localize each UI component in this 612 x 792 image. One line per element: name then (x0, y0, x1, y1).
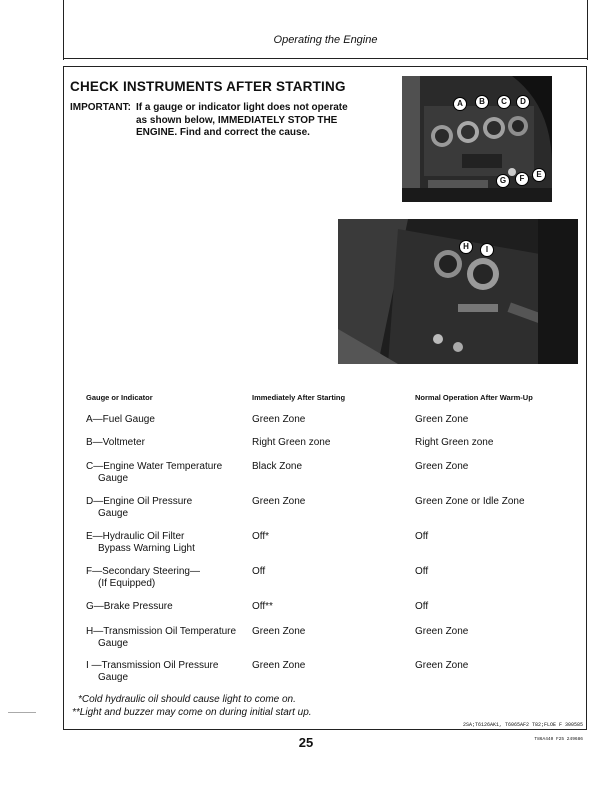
document-code-1: 2SA;T6126AK1, T6065AF2 T82;FLOE F 300585 (462, 722, 583, 728)
callout-b: B (475, 95, 489, 109)
gauge-name-cont: Gauge (98, 638, 129, 649)
gauge-name: D—Engine Oil Pressure (86, 496, 193, 507)
gauge-name: I —Transmission Oil Pressure (86, 660, 219, 671)
gauge-name: G—Brake Pressure (86, 601, 173, 612)
after-warmup-value: Off (415, 566, 429, 577)
after-warmup-value: Off (415, 531, 429, 542)
gauge-name-cont: Bypass Warning Light (98, 543, 195, 554)
header-divider (63, 58, 588, 59)
gauge-name: A—Fuel Gauge (86, 414, 155, 425)
gauge-name: E—Hydraulic Oil Filter (86, 531, 185, 542)
important-text: If a gauge or indicator light does not operate as shown below, IMMEDIATELY STOP THE ENGINE. Find and correct the cause. (136, 102, 348, 138)
important-notice (70, 102, 350, 140)
after-starting-value: Green Zone (252, 660, 306, 671)
gauge-name-cont: Gauge (98, 473, 129, 484)
page-header: Operating the Engine (273, 34, 378, 46)
column-header-after-starting: Immediately After Starting (252, 393, 346, 402)
after-starting-value: Black Zone (252, 461, 303, 472)
right-border-rule (587, 0, 588, 60)
after-warmup-value: Green Zone (415, 626, 469, 637)
gauge-name: C—Engine Water Temperature (86, 461, 223, 472)
instrument-photo-bottom (338, 219, 578, 364)
left-border-rule (63, 0, 64, 60)
gauge-name: H—Transmission Oil Temperature (86, 626, 237, 637)
after-starting-value: Off* (252, 531, 270, 542)
column-header-gauge: Gauge or Indicator (86, 393, 153, 402)
after-starting-value: Off** (252, 601, 273, 612)
callout-d: D (516, 95, 530, 109)
after-warmup-value: Green Zone (415, 414, 469, 425)
after-warmup-value: Green Zone or Idle Zone (415, 496, 525, 507)
gauge-name: F—Secondary Steering— (86, 566, 200, 577)
gauge-name-cont: Gauge (98, 508, 129, 519)
after-starting-value: Green Zone (252, 414, 306, 425)
after-starting-value: Right Green zone (252, 437, 331, 448)
page-number: 25 (298, 735, 314, 750)
after-starting-value: Off (252, 566, 266, 577)
footnote-1: *Cold hydraulic oil should cause light to come on. (78, 694, 296, 705)
callout-f: F (515, 172, 529, 186)
gauge-name-cont: (If Equipped) (98, 578, 156, 589)
gauge-name: B—Voltmeter (86, 437, 145, 448)
important-label: IMPORTANT: (70, 102, 131, 113)
after-warmup-value: Off (415, 601, 429, 612)
after-starting-value: Green Zone (252, 496, 306, 507)
footnote-2: **Light and buzzer may come on during initial start up. (72, 707, 312, 718)
after-warmup-value: Green Zone (415, 660, 469, 671)
callout-c: C (497, 95, 511, 109)
section-title: CHECK INSTRUMENTS AFTER STARTING (70, 79, 346, 94)
after-warmup-value: Right Green zone (415, 437, 494, 448)
callout-h: H (459, 240, 473, 254)
gauge-name-cont: Gauge (98, 672, 129, 683)
after-starting-value: Green Zone (252, 626, 306, 637)
after-warmup-value: Green Zone (415, 461, 469, 472)
callout-i: I (480, 243, 494, 257)
column-header-after-warmup: Normal Operation After Warm-Up (415, 393, 533, 402)
document-code-2: T86A440 F25 249686 (534, 737, 583, 742)
instrument-photo-top (402, 76, 552, 202)
margin-mark (8, 712, 36, 713)
callout-g: G (496, 174, 510, 188)
callout-e: E (532, 168, 546, 182)
callout-a: A (453, 97, 467, 111)
